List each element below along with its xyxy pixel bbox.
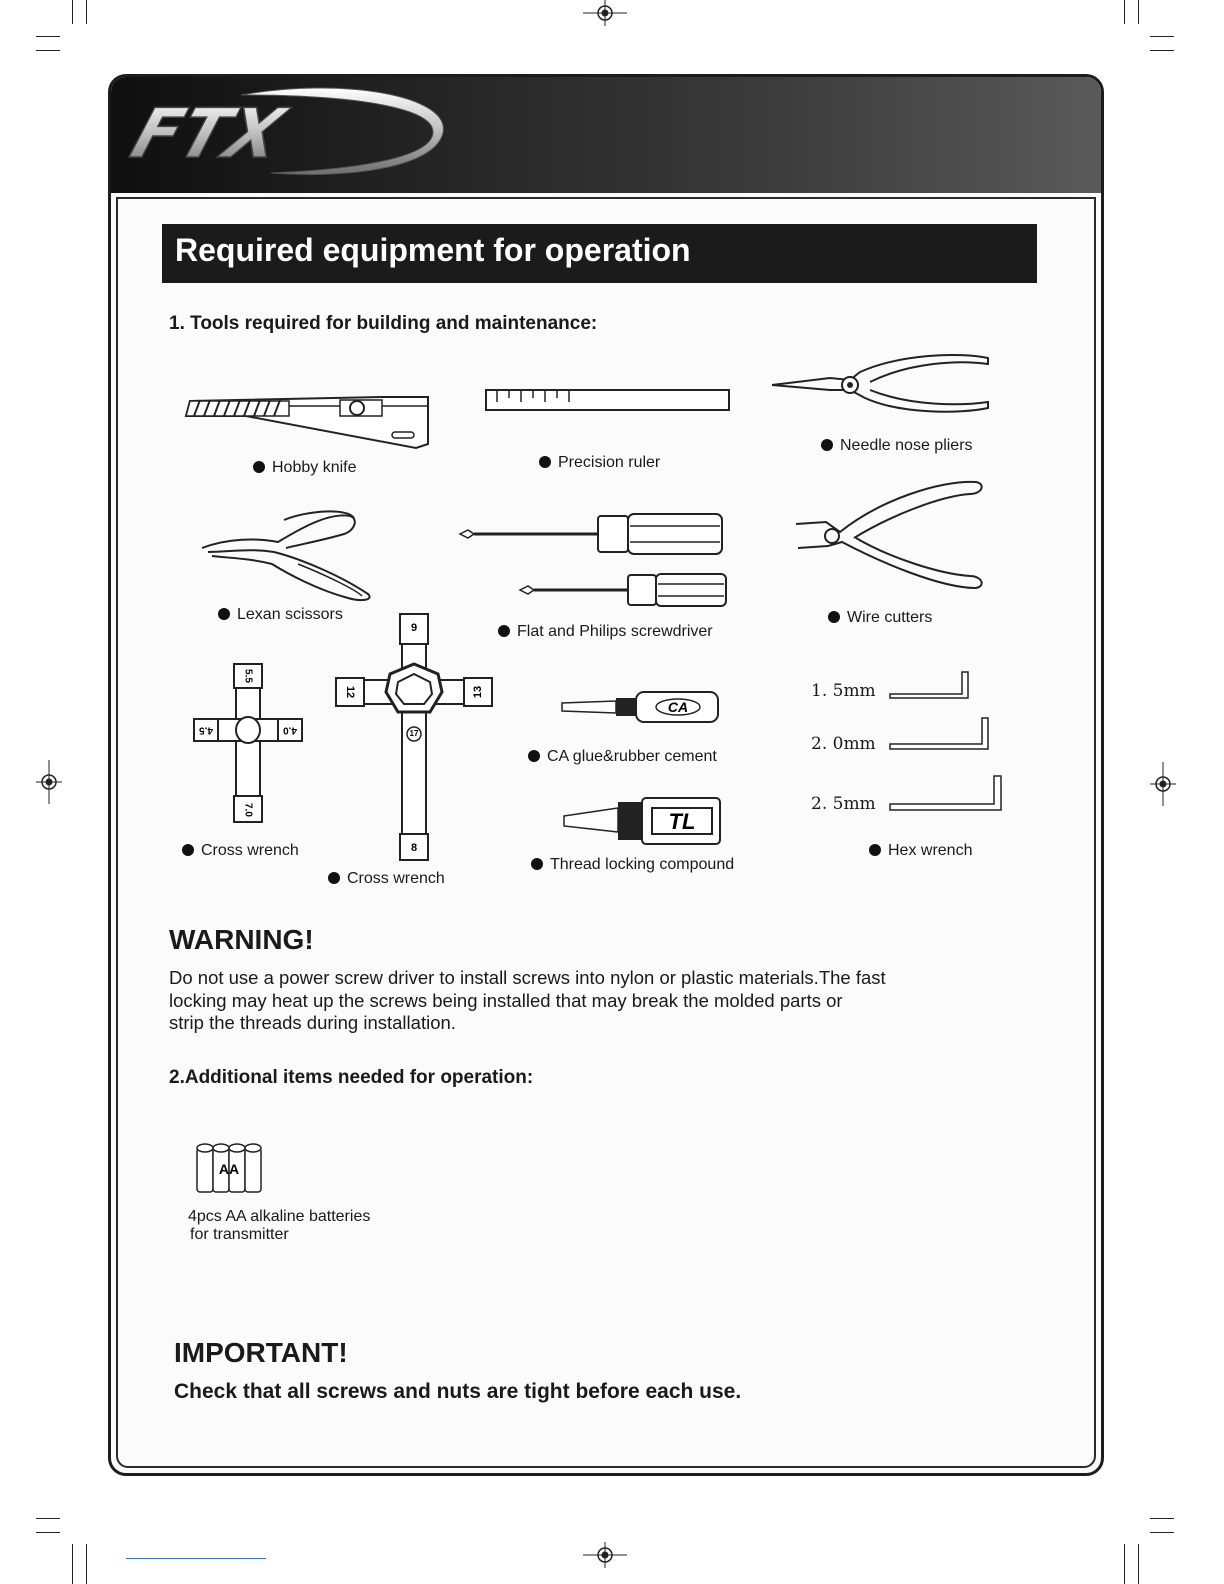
svg-text:TL: TL [668, 809, 696, 834]
crop-mark [1150, 1532, 1174, 1533]
registration-mark-right [1150, 762, 1176, 806]
logo-text: FTX [122, 94, 294, 174]
registration-mark-top [583, 0, 627, 26]
tool-label: Thread locking compound [531, 856, 734, 874]
hobby-knife-icon [184, 392, 434, 452]
bullet-icon [528, 750, 540, 762]
brand-header [111, 77, 1101, 193]
scissors-icon [198, 508, 378, 604]
svg-text:17: 17 [409, 729, 419, 739]
registration-mark-bottom [583, 1542, 627, 1568]
ruler-icon [485, 388, 731, 414]
crop-mark [86, 0, 87, 24]
title-bar [162, 224, 1037, 283]
tool-label: Hobby knife [253, 459, 357, 477]
battery-icon [195, 1140, 267, 1196]
hex-size-label: 2. 5mm [811, 794, 876, 814]
ca-glue-icon [560, 688, 722, 726]
crop-mark [36, 1532, 60, 1533]
tool-label: Lexan scissors [218, 606, 343, 624]
crop-mark [36, 36, 60, 37]
tool-label: Hex wrench [869, 842, 972, 860]
tool-label: Wire cutters [828, 609, 932, 627]
bullet-icon [821, 439, 833, 451]
cross-wrench-small-icon [192, 662, 304, 826]
registration-mark-left [36, 760, 62, 804]
crop-mark [72, 1544, 73, 1584]
bullet-icon [328, 872, 340, 884]
tool-label: Cross wrench [182, 842, 299, 860]
bullet-icon [498, 625, 510, 637]
crop-mark [1138, 1544, 1139, 1584]
tool-label: Precision ruler [539, 454, 660, 472]
svg-text:9: 9 [410, 621, 418, 634]
battery-caption: 4pcs AA alkaline batteries for transmitter [188, 1208, 371, 1243]
warning-heading: WARNING! [169, 924, 314, 955]
crop-mark [126, 1558, 266, 1559]
bullet-icon [253, 461, 265, 473]
bullet-icon [218, 608, 230, 620]
svg-text:4.5: 4.5 [199, 724, 213, 736]
crop-mark [1150, 36, 1174, 37]
crop-mark [1150, 1518, 1174, 1519]
hex-size-label: 2. 0mm [811, 734, 876, 754]
warning-text: Do not use a power screw driver to install screws into nylon or plastic materials.The fast locking may heat up the screws being installed that may break the molded parts or strip the threads during installation. [169, 967, 886, 1033]
page-title: Required equipment for operation [175, 232, 691, 268]
crop-mark [86, 1544, 87, 1584]
bullet-icon [869, 844, 881, 856]
svg-text:12: 12 [344, 685, 357, 699]
crop-mark [1124, 0, 1125, 24]
section1-heading: 1. Tools required for building and maintenance: [169, 313, 598, 334]
section2-heading: 2.Additional items needed for operation: [169, 1067, 534, 1088]
crop-mark [72, 0, 73, 24]
crop-mark [36, 1518, 60, 1519]
svg-text:7.0: 7.0 [242, 803, 254, 817]
bullet-icon [539, 456, 551, 468]
crop-mark [1150, 50, 1174, 51]
svg-text:AA: AA [218, 1161, 240, 1177]
svg-text:13: 13 [471, 685, 484, 699]
ftx-logo [121, 85, 461, 185]
tool-label: Cross wrench [328, 870, 445, 888]
svg-text:4.0: 4.0 [283, 724, 297, 736]
wire-cutters-icon [790, 476, 990, 598]
svg-text:5.5: 5.5 [242, 669, 254, 683]
bullet-icon [182, 844, 194, 856]
cross-wrench-large-icon [334, 612, 494, 862]
hex-size-label: 1. 5mm [811, 681, 876, 701]
hex-wrench-icon [888, 668, 1006, 816]
needle-nose-pliers-icon [770, 350, 994, 420]
important-heading: IMPORTANT! [174, 1337, 348, 1368]
screwdriver-icon [458, 512, 730, 610]
tool-label: Flat and Philips screwdriver [498, 623, 713, 641]
crop-mark [1138, 0, 1139, 24]
important-text: Check that all screws and nuts are tight before each use. [174, 1380, 742, 1403]
thread-lock-icon [562, 796, 724, 848]
crop-mark [1124, 1544, 1125, 1584]
crop-mark [36, 50, 60, 51]
svg-text:CA: CA [667, 699, 689, 715]
tool-label: Needle nose pliers [821, 437, 973, 455]
bullet-icon [531, 858, 543, 870]
svg-text:8: 8 [410, 841, 418, 854]
tool-label: CA glue&rubber cement [528, 748, 717, 766]
bullet-icon [828, 611, 840, 623]
